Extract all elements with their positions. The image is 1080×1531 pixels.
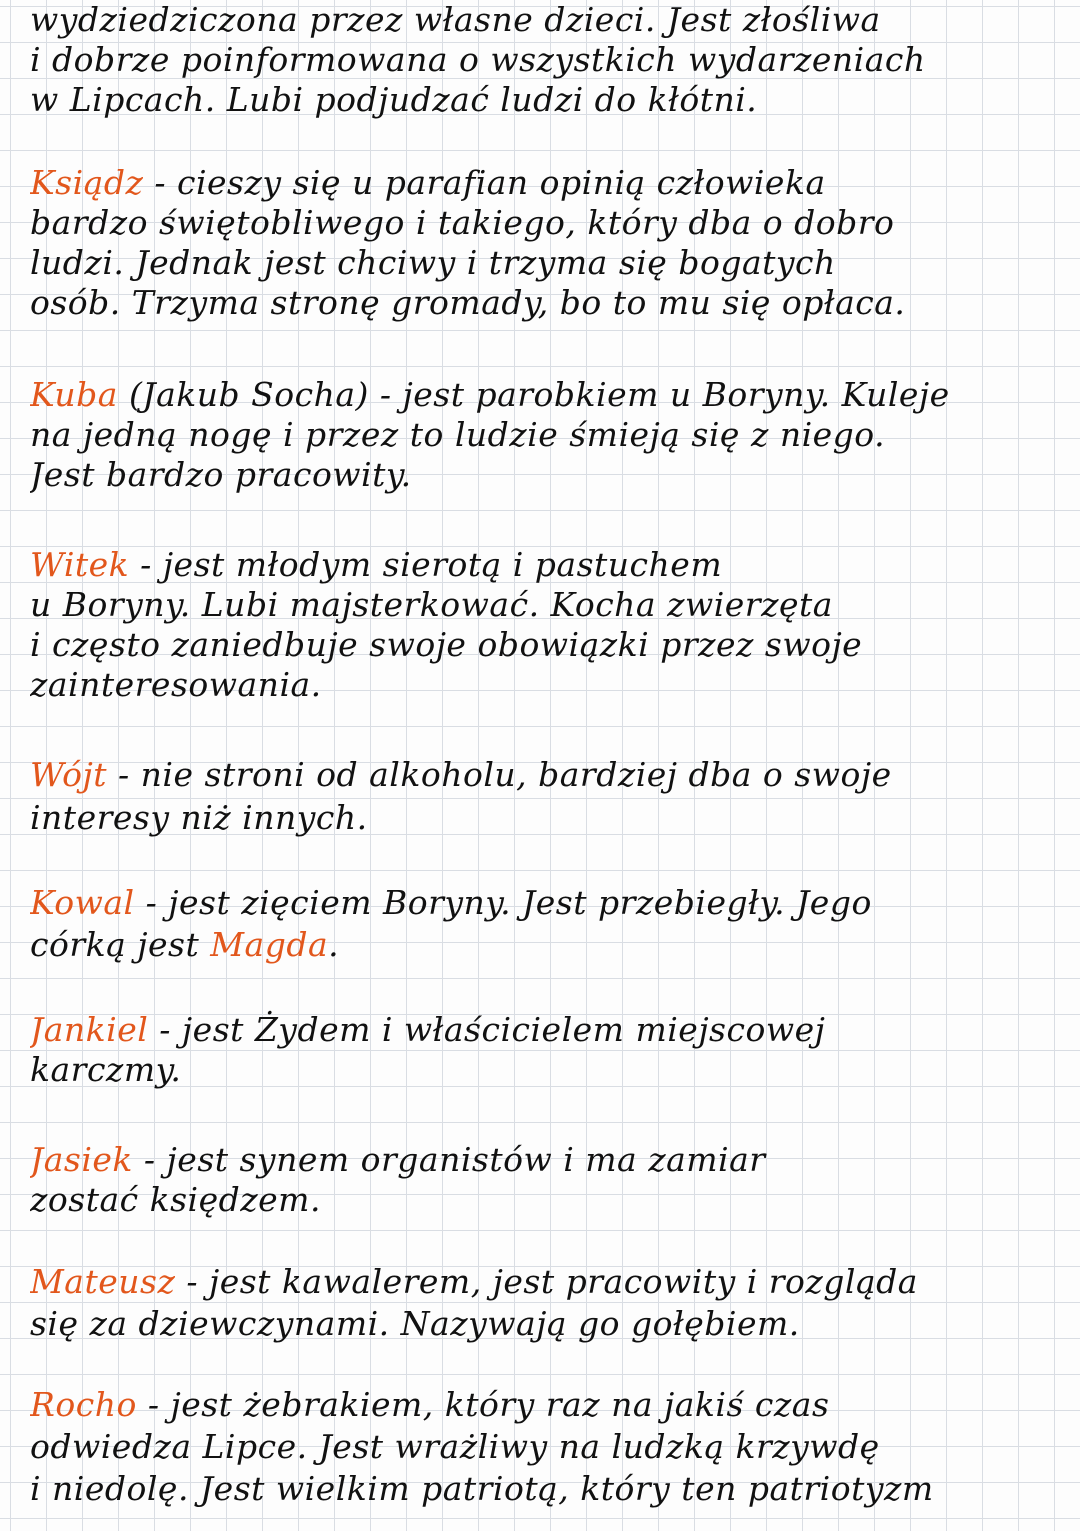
entry-line: zostać księdzem.: [30, 1180, 321, 1219]
entry-line: się za dziewczynami. Nazywają go gołębiem.: [30, 1304, 800, 1343]
entry-text: - cieszy się u parafian opinią człowieka: [143, 163, 826, 202]
entry-ksiadz-first-line: [30, 163, 1060, 203]
entry-wojt-first-line: [30, 755, 1060, 795]
character-name: Wójt: [30, 755, 108, 794]
intro-line: w Lipcach. Lubi podjudzać ludzi do kłótni.: [30, 80, 758, 119]
entry-kowal-first-line: [30, 883, 1060, 923]
entry-line: interesy niż innych.: [30, 798, 368, 837]
intro-line: i dobrze poinformowana o wszystkich wydarzeniach: [30, 40, 926, 79]
intro-line: wydziedziczona przez własne dzieci. Jest złośliwa: [30, 0, 881, 39]
entry-line: odwiedza Lipce. Jest wrażliwy na ludzką krzywdę: [30, 1427, 880, 1466]
entry-jasiek-first-line: [30, 1140, 1060, 1180]
entry-line: ludzi. Jednak jest chciwy i trzyma się bogatych: [30, 243, 836, 282]
entry-line: osób. Trzyma stronę gromady, bo to mu się opłaca.: [30, 283, 906, 322]
entry-line: i często zaniedbuje swoje obowiązki przez swoje: [30, 625, 863, 664]
entry-text: - nie stroni od alkoholu, bardziej dba o swoje: [107, 755, 892, 794]
character-name: Kuba: [30, 375, 118, 414]
entry-line: Jest bardzo pracowity.: [30, 455, 412, 494]
entry-mateusz-first-line: [30, 1262, 1060, 1302]
character-name: Jankiel: [30, 1010, 149, 1049]
entry-text: - jest młodym sierotą i pastuchem: [129, 545, 723, 584]
entry-text: - jest synem organistów i ma zamiar: [132, 1140, 766, 1179]
character-name: Jasiek: [30, 1140, 133, 1179]
entry-text: - jest Żydem i właścicielem miejscowej: [148, 1010, 826, 1049]
entry-text: - jest kawalerem, jest pracowity i rozgląda: [175, 1262, 918, 1301]
entry-line: u Boryny. Lubi majsterkować. Kocha zwierzęta: [30, 585, 833, 624]
entry-witek-first-line: [30, 545, 1060, 585]
character-name: Kowal: [30, 883, 135, 922]
entry-kowal-second-line: [30, 925, 1060, 965]
entry-text: - jest żebrakiem, który raz na jakiś czas: [136, 1385, 830, 1424]
entry-jankiel-first-line: [30, 1010, 1060, 1050]
entry-line: i niedolę. Jest wielkim patriotą, który ten patriotyzm: [30, 1469, 934, 1508]
character-name: Rocho: [30, 1385, 137, 1424]
entry-line: karczmy.: [30, 1050, 182, 1089]
entry-text: (Jakub Socha) - jest parobkiem u Boryny. Kuleje: [117, 375, 950, 414]
entry-rocho-first-line: [30, 1385, 1060, 1425]
entry-line: bardzo świętobliwego i takiego, który dba o dobro: [30, 203, 895, 242]
entry-line: zainteresowania.: [30, 665, 322, 704]
entry-text: - jest zięciem Boryny. Jest przebiegły. Jego: [134, 883, 872, 922]
entry-text: .: [328, 925, 340, 964]
entry-kuba-first-line: [30, 375, 1060, 415]
character-name: Ksiądz: [30, 163, 144, 202]
character-name: Witek: [30, 545, 130, 584]
character-name: Mateusz: [30, 1262, 176, 1301]
entry-line: na jedną nogę i przez to ludzie śmieją się z niego.: [30, 415, 886, 454]
highlighted-name: Magda: [210, 925, 329, 964]
entry-text: córką jest: [30, 925, 211, 964]
